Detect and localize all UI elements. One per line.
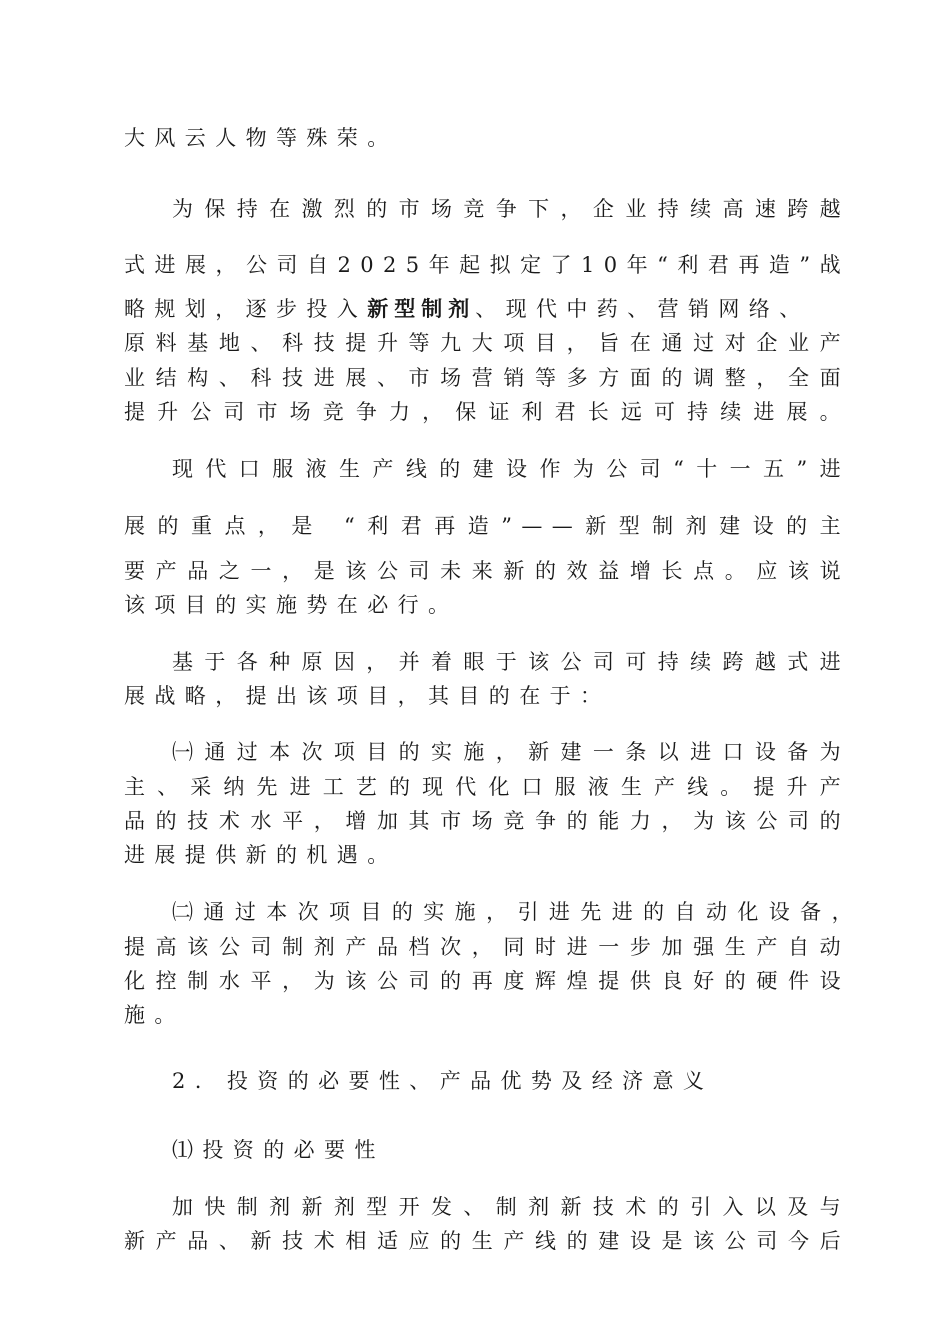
text-line: 施。 [124, 1003, 185, 1027]
text-line: 进展提供新的机遇。 [124, 843, 398, 867]
text-line: 加快制剂新剂型开发、制剂新技术的引入以及与 [172, 1195, 850, 1219]
bold-term: 新型制剂 [367, 297, 476, 321]
text-line: 提升公司市场竞争力，保证利君长远可持续进展。 [124, 400, 850, 424]
text-line: 原料基地、科技提升等九大项目，旨在通过对企业产 [124, 331, 850, 355]
text-line: ㈡通过本次项目的实施，引进先进的自动化设备， [172, 900, 862, 924]
text-line: 大风云人物等殊荣。 [124, 126, 398, 150]
text-line: 要产品之一，是该公司未来新的效益增长点。应该说 [124, 559, 850, 583]
text-run: 略规划，逐步投入 [124, 297, 368, 321]
text-line: 新产品、新技术相适应的生产线的建设是该公司今后 [124, 1229, 850, 1253]
subsection-heading: ⑴投资的必要性 [172, 1138, 385, 1162]
text-line: 展的重点，是 “利君再造”——新型制剂建设的主 [124, 514, 850, 538]
text-line: 化控制水平，为该公司的再度辉煌提供良好的硬件设 [124, 969, 850, 993]
text-line: 主、采纳先进工艺的现代化口服液生产线。提升产 [124, 775, 850, 799]
text-line: 为保持在激烈的市场竞争下，企业持续高速跨越 [172, 197, 850, 221]
text-line: 品的技术水平，增加其市场竞争的能力，为该公司的 [124, 809, 850, 833]
text-line: 基于各种原因，并着眼于该公司可持续跨越式进 [172, 650, 850, 674]
text-line: ㈠通过本次项目的实施，新建一条以进口设备为 [172, 740, 850, 764]
text-line: 现代口服液生产线的建设作为公司“十一五”进 [172, 457, 850, 481]
text-run: 、现代中药、营销网络、 [475, 297, 810, 321]
text-line: 展战略，提出该项目，其目的在于： [124, 684, 611, 708]
text-line: 提高该公司制剂产品档次，同时进一步加强生产自动 [124, 935, 850, 959]
text-line: 业结构、科技进展、市场营销等多方面的调整，全面 [124, 366, 850, 390]
text-line [124, 296, 850, 322]
text-line: 式进展，公司自2025年起拟定了10年“利君再造”战 [124, 253, 850, 277]
text-line: 该项目的实施势在必行。 [124, 593, 459, 617]
section-heading: 2. 投资的必要性、产品优势及经济意义 [172, 1069, 714, 1093]
